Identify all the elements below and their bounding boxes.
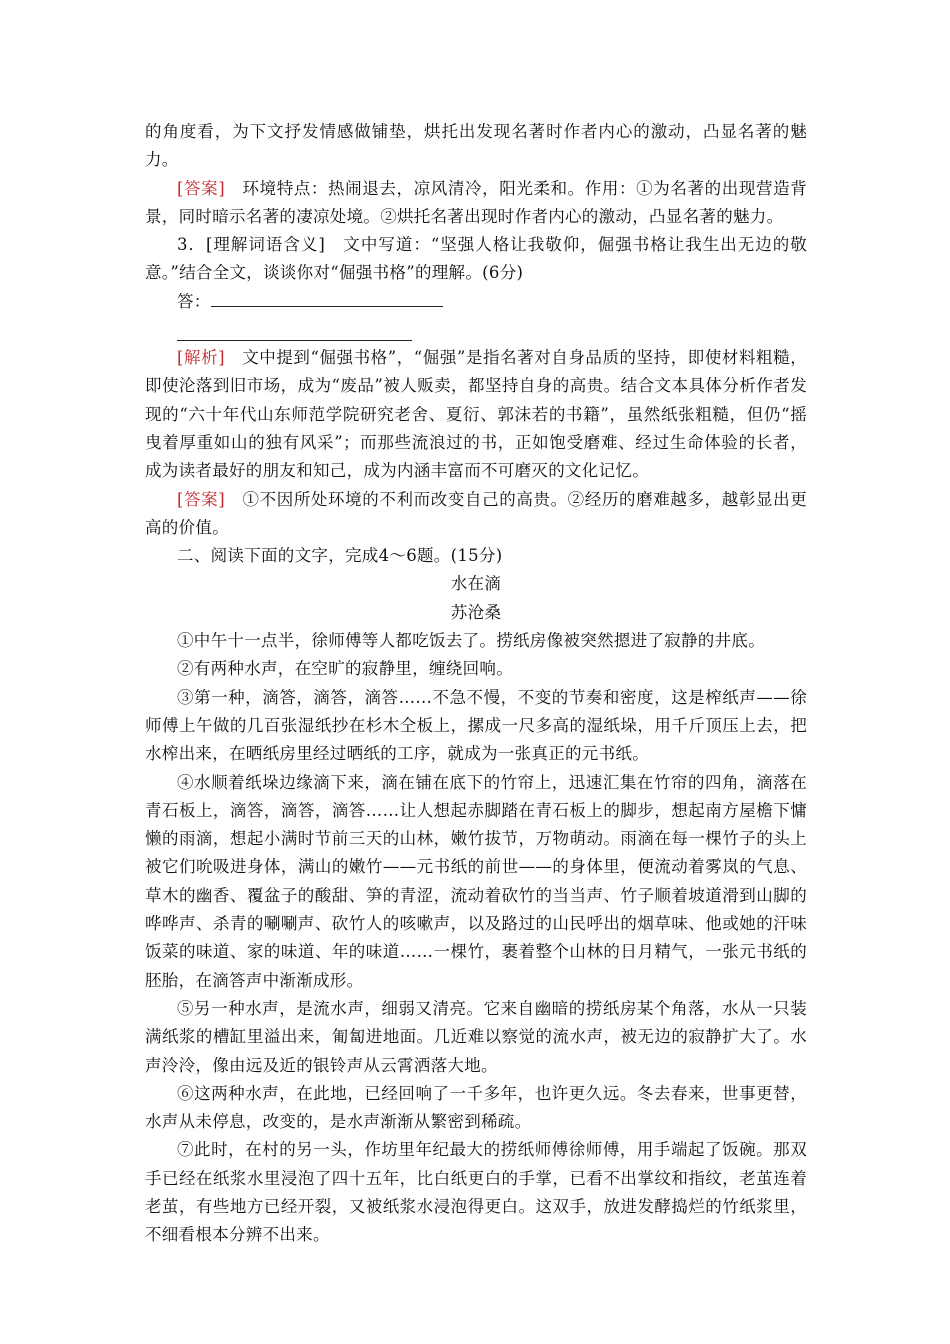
answer-blank-row xyxy=(145,316,807,344)
article-paragraph: ⑦此时，在村的另一头，作坊里年纪最大的捞纸师傅徐师傅，用手端起了饭碗。那双手已经在纸浆水里浸泡了四十五年，比白纸更白的手掌，已看不出掌纹和指纹，老茧连着老茧，有些地方已经开裂，又被纸浆水浸泡得更白。这双手，放进发酵捣烂的竹纸浆里，不细看根本分辨不出来。 xyxy=(145,1140,807,1245)
article-title: 水在滴 xyxy=(450,574,502,594)
answer-3 xyxy=(145,486,807,543)
answer-tag: [答案] xyxy=(177,489,226,509)
analysis-tag: [解析] xyxy=(177,348,225,368)
answer-2 xyxy=(145,175,807,232)
question-3: 3．[理解词语含义] 文中写道：“坚强人格让我敬仰，倔强书格让我生出无边的敬意。”结合全文，谈谈你对“倔强书格”的理解。(6分) xyxy=(145,235,807,283)
article-author: 苏沧桑 xyxy=(450,602,502,622)
answer-tag: [答案] xyxy=(177,178,226,198)
article-paragraph: ⑥这两种水声，在此地，已经回响了一千多年，也许更久远。冬去春来，世事更替，水声从未停息，改变的，是水声渐渐从繁密到稀疏。 xyxy=(145,1083,807,1132)
answer-blank-line-1 xyxy=(211,292,443,307)
article-paragraph: ④水顺着纸垛边缘滴下来，滴在铺在底下的竹帘上，迅速汇集在竹帘的四角，滴落在青石板上，滴答，滴答，滴答……让人想起赤脚踏在青石板上的脚步，想起南方屋檐下慵懒的雨滴，想起小满时节前三天的山林，嫩竹拔节，万物萌动。雨滴在每一棵竹子的头上被它们吮吸进身体，满山的嫩竹——元书纸的前世——的身体里，便流动着雾岚的气息、草木的幽香、覆盆子的酸甜、笋的青涩，流动着砍竹的当当声、竹子顺着坡道滑到山脚的哗哗声、杀青的唰唰声、砍竹人的咳嗽声，以及路过的山民呼出的烟草味、他或她的汗味饭菜的味道、家的味道、年的味道……一棵竹，裹着整个山林的日月精气，一张元书纸的胚胎，在滴答声中渐渐成形。 xyxy=(145,772,807,990)
document-page xyxy=(145,118,807,1250)
analysis-text: 文中提到“倔强书格”，“倔强”是指名著对自身品质的坚持，即使材料粗糙，即使沦落到旧市场，成为“废品”被人贩卖，都坚持自身的高贵。结合文本具体分析作者发现的“六十年代山东师范学院研究老舍、夏衍、郭沫若的书籍”，虽然纸张粗糙，但仍“摇曳着厚重如山的独有风采”；而那些流浪过的书，正如饱受磨难、经过生命体验的长者，成为读者最好的朋友和知己，成为内涵丰富而不可磨灭的文化记忆。 xyxy=(145,348,807,481)
article-paragraph: ①中午十一点半，徐师傅等人都吃饭去了。捞纸房像被突然摁进了寂静的井底。 xyxy=(177,631,765,651)
answer-label-row xyxy=(145,288,807,316)
article-paragraph: ⑤另一种水声，是流水声，细弱又清亮。它来自幽暗的捞纸房某个角落，水从一只装满纸浆的槽缸里溢出来，匍匐进地面。几近难以察觉的流水声，被无边的寂静扩大了。水声泠泠，像由远及近的银铃声从云霄洒落大地。 xyxy=(145,998,807,1075)
answer-blank-line-2 xyxy=(177,326,412,341)
section-heading: 二、阅读下面的文字，完成4～6题。(15分) xyxy=(177,546,503,566)
answer-label: 答： xyxy=(177,291,211,311)
analysis-3 xyxy=(145,344,807,485)
article-paragraph: ③第一种，滴答，滴答，滴答……不急不慢，不变的节奏和密度，这是榨纸声——徐师傅上午做的几百张湿纸抄在杉木仝板上，摞成一尺多高的湿纸垛，用千斤顶压上去，把水榨出来，在晒纸房里经过晒纸的工序，就成为一张真正的元书纸。 xyxy=(145,687,807,764)
intro-continuation: 的角度看，为下文抒发情感做铺垫，烘托出发现名著时作者内心的激动，凸显名著的魅力。 xyxy=(145,122,807,170)
answer-text: 环境特点：热闹退去，凉风清冷，阳光柔和。作用：①为名著的出现营造背景，同时暗示名著的凄凉处境。②烘托名著出现时作者内心的激动，凸显名著的魅力。 xyxy=(145,178,807,226)
article-paragraph: ②有两种水声，在空旷的寂静里，缠绕回响。 xyxy=(177,659,513,679)
answer-text: ①不因所处环境的不利而改变自己的高贵。②经历的磨难越多，越彰显出更高的价值。 xyxy=(145,489,807,537)
